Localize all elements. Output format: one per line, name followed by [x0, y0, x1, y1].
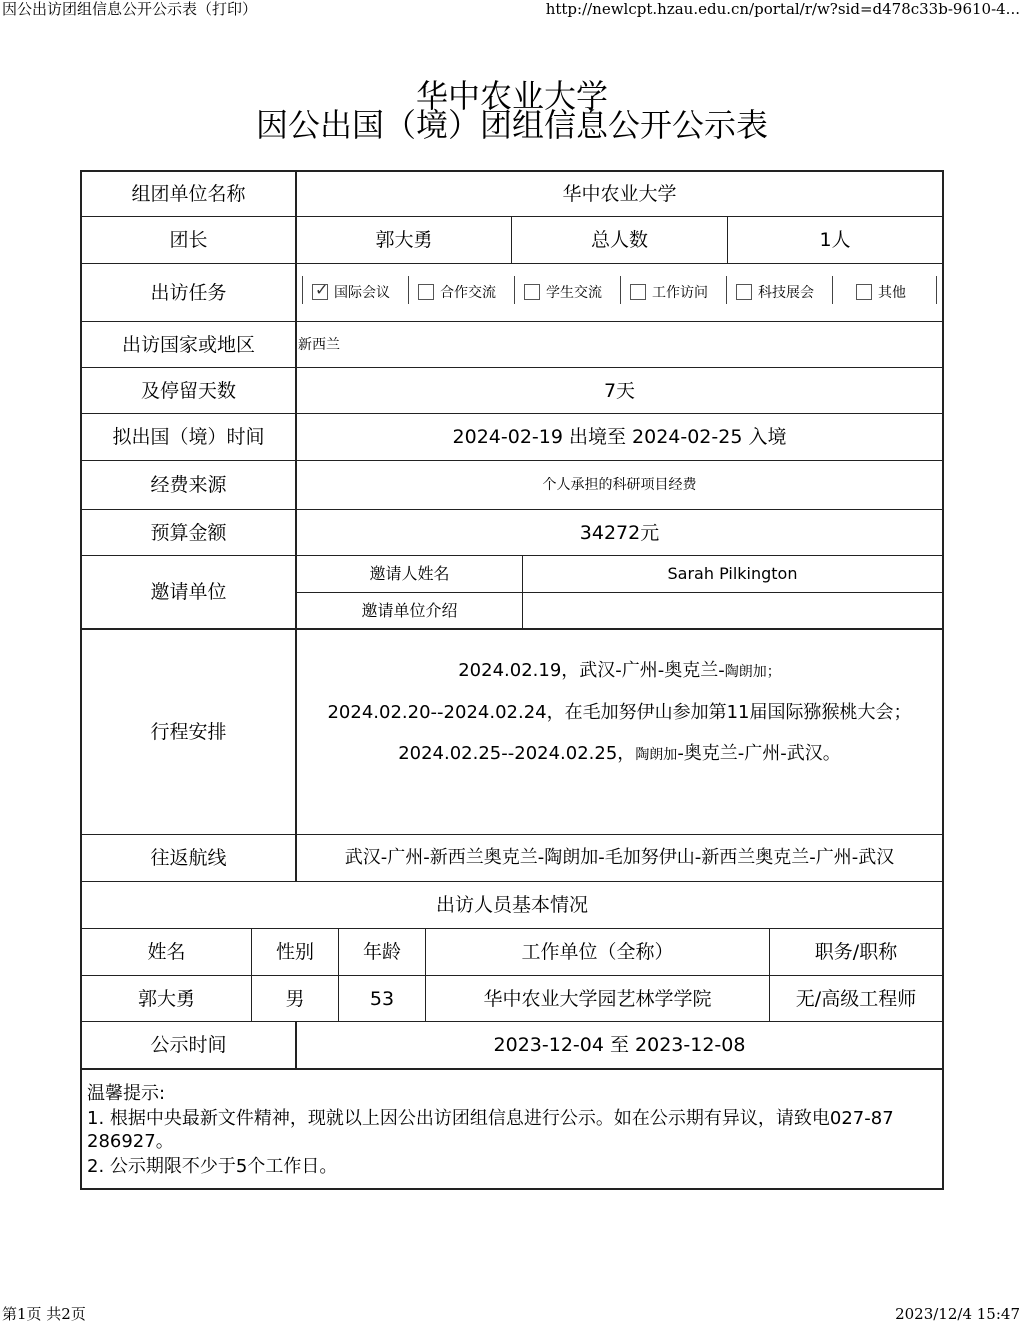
- members-header-gender: 性别: [275, 941, 314, 963]
- period-label: 公示时间: [150, 1034, 227, 1056]
- itinerary-label: 行程安排: [150, 721, 227, 743]
- checkbox-icon: [630, 284, 646, 300]
- time-label: 拟出国（境）时间: [112, 426, 265, 448]
- mission-checkbox-work-visit[interactable]: 工作访问: [630, 282, 708, 302]
- print-url: http://newlcpt.hzau.edu.cn/portal/r/w?sid=d478c33b-9610-4...: [545, 0, 1020, 18]
- member-age: 53: [369, 987, 395, 1010]
- days-value: 7天: [603, 379, 636, 402]
- itinerary-line: 2024.02.20--2024.02.24，在毛加努伊山参加第11届国际猕猴桃大会；: [327, 702, 912, 723]
- form-title: 因公出国（境）团组信息公开公示表: [255, 106, 768, 144]
- member-name: 郭大勇: [137, 987, 195, 1010]
- mission-checkbox-tech-expo[interactable]: 科技展会: [736, 282, 814, 302]
- members-header-position: 职务/职称: [814, 941, 898, 963]
- mission-checkbox-intl-conference[interactable]: ✓ 国际会议: [312, 282, 390, 302]
- checkbox-icon: [736, 284, 752, 300]
- leader-value: 郭大勇: [375, 229, 433, 251]
- mission-checkbox-other[interactable]: 其他: [856, 282, 906, 302]
- mission-checkbox-cooperation[interactable]: 合作交流: [418, 282, 496, 302]
- mission-checkbox-student-exchange[interactable]: 学生交流: [524, 282, 602, 302]
- print-page-indicator: 第1页 共2页: [2, 1305, 86, 1323]
- note-1-continued: 286927。: [87, 1131, 174, 1152]
- print-datetime: 2023/12/4 15:47: [895, 1305, 1020, 1323]
- total-value: 1人: [819, 229, 851, 251]
- checkbox-checked-icon: ✓: [312, 284, 328, 300]
- checkbox-icon: [524, 284, 540, 300]
- period-value: 2023-12-04 至 2023-12-08: [493, 1034, 746, 1056]
- fund-label: 经费来源: [150, 474, 227, 496]
- mission-checkbox-group: [296, 264, 943, 321]
- inviter-name-value: Sarah Pilkington: [667, 564, 798, 583]
- notes-title: 温馨提示:: [87, 1083, 166, 1104]
- members-header-age: 年龄: [362, 941, 401, 963]
- member-gender: 男: [285, 987, 305, 1010]
- university-title: 华中农业大学: [415, 77, 608, 115]
- leader-label: 团长: [169, 229, 208, 251]
- checkbox-icon: [418, 284, 434, 300]
- country-label: 出访国家或地区: [121, 333, 255, 356]
- org-label: 组团单位名称: [131, 183, 246, 205]
- days-label: 及停留天数: [140, 379, 236, 402]
- fund-value: 个人承担的科研项目经费: [542, 477, 697, 493]
- country-value: 新西兰: [298, 336, 340, 353]
- member-position: 无/高级工程师: [795, 987, 917, 1010]
- mission-label: 出访任务: [150, 281, 227, 304]
- members-title: 出访人员基本情况: [435, 894, 588, 916]
- itinerary-line: 2024.02.19，武汉-广州-奥克兰-陶朗加；: [458, 660, 781, 681]
- route-label: 往返航线: [150, 847, 227, 869]
- print-page-title: 因公出访团组信息公开公示表（打印）: [2, 0, 258, 18]
- inviter-name-label: 邀请人姓名: [369, 564, 450, 583]
- org-value: 华中农业大学: [562, 183, 677, 205]
- total-label: 总人数: [590, 229, 648, 251]
- member-unit: 华中农业大学园艺林学学院: [483, 987, 712, 1010]
- inviter-label: 邀请单位: [150, 581, 227, 603]
- time-value: 2024-02-19 出境至 2024-02-25 入境: [452, 426, 787, 448]
- itinerary-line: 2024.02.25--2024.02.25，陶朗加-奥克兰-广州-武汉。: [398, 743, 841, 764]
- members-header-unit: 工作单位（全称）: [521, 941, 674, 963]
- members-header-name: 姓名: [147, 941, 186, 963]
- budget-label: 预算金额: [150, 521, 227, 544]
- checkbox-icon: [856, 284, 872, 300]
- note-2: 2. 公示期限不少于5个工作日。: [87, 1156, 338, 1177]
- note-1: 1. 根据中央最新文件精神，现就以上因公出访团组信息进行公示。如在公示期有异议，请致电027-87: [87, 1108, 894, 1129]
- inviter-intro-value: [523, 593, 942, 628]
- inviter-intro-label: 邀请单位介绍: [361, 600, 458, 620]
- budget-value: 34272元: [579, 521, 660, 544]
- route-value: 武汉-广州-新西兰奥克兰-陶朗加-毛加努伊山-新西兰奥克兰-广州-武汉: [344, 847, 895, 868]
